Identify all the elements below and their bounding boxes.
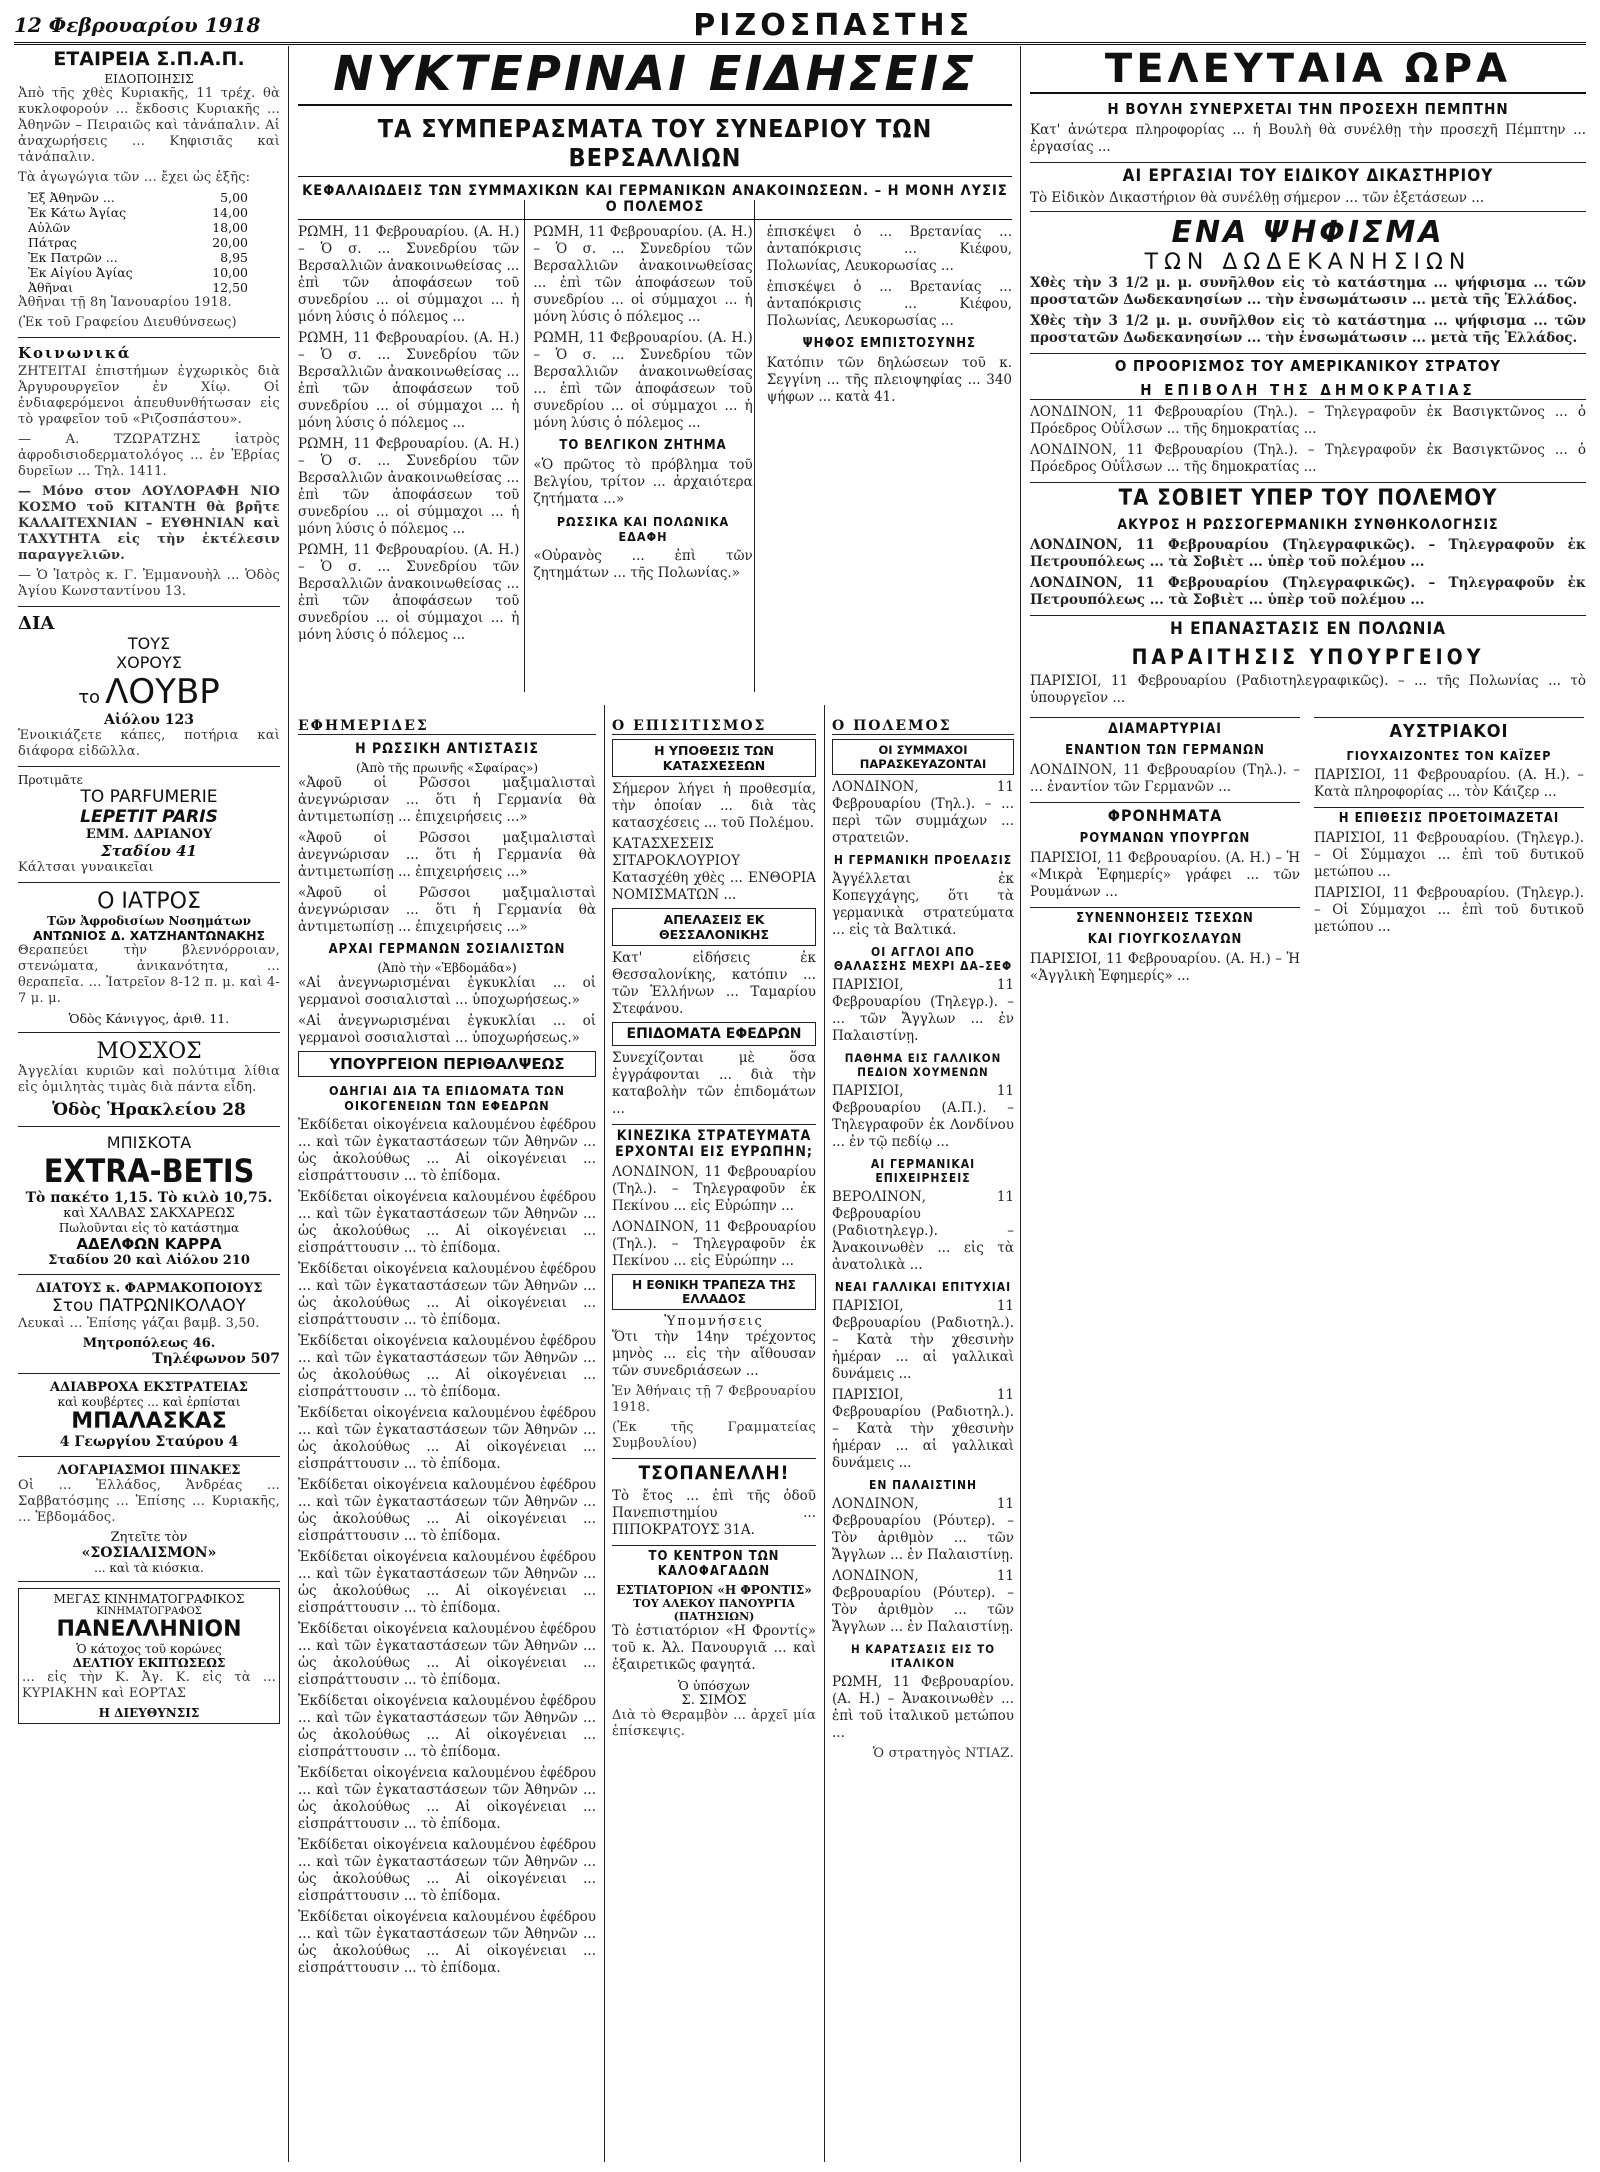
soviet-heading: ΤΑ ΣΟΒΙΕΤ ΥΠΕΡ ΤΟΥ ΠΟΛΕΜΟΥ — [1030, 482, 1586, 511]
seizures-body: ΚΑΤΑΣΧΕΣΕΙΣ ΣΙΤΑΡΟΚΛΟΥΡΙΟΥ Κατασχέθη χθὲς ... ΕΝΘΟΡΙΑ ΝΟΜΙΣΜΑΤΩΝ ... — [612, 836, 816, 903]
deportations-body: Κατ' εἰδήσεις ἐκ Θεσσαλονίκης, κατόπιν ... τῶν Ἑλλήνων ... Ταμαρίου Στεφάνου. — [612, 950, 816, 1017]
french-success-heading: ΝΕΑΙ ΓΑΛΛΙΚΑΙ ΕΠΙΤΥΧΙΑΙ — [834, 1280, 1012, 1294]
fare-price: 10,00 — [212, 265, 248, 280]
german-socialists-body: «Αἱ ἀνεγνωρισμέναι ἐγκυκλίαι ... οἱ γερμανοὶ σοσιαλισταὶ ... ὑποχωρήσεως.» — [298, 975, 596, 1008]
allies-prepare-heading: ΟΙ ΣΥΜΜΑΧΟΙ ΠΑΡΑΣΚΕΥΑΖΟΝΤΑΙ — [832, 739, 1014, 775]
russian-resistance-body: «Ἀφοῦ οἱ Ρῶσσοι μαξιμαλισταὶ ἀνεγνώρισαν ... ὅτι ἡ Γερμανία θὰ ἀντιμετωπίσῃ ... ἐπιχειρήσεις ...» — [298, 775, 596, 825]
national-bank-sign: (Ἐκ τῆς Γραμματείας Συμβουλίου) — [612, 1420, 816, 1451]
pharmacy-ad — [18, 1281, 280, 1367]
italian-front-body: ΡΩΜΗ, 11 Φεβρουαρίου. (Α. Η.) – Ἀνακοινωθὲν ... ἐπὶ τοῦ ἰταλικοῦ μετώπου ... — [832, 1674, 1014, 1741]
cinema-desc: ... εἰς τὴν Κ. Ἀγ. Κ. εἰς τὰ ... ΚΥΡΙΑΚΗΝ καὶ ΕΟΡΤΑΣ — [22, 1670, 276, 1701]
perfumery-line: ΤΟ PARFUMERIE — [80, 787, 218, 807]
chinese-troops-body: ΛΟΝΔΙΝΟΝ, 11 Φεβρουαρίου (Τηλ.). – Τηλεγραφοῦν ἐκ Πεκίνου ... εἰς Εὐρώπην ... — [612, 1219, 816, 1269]
attack-heading: Η ΕΠΙΘΕΣΙΣ ΠΡΟΕΤΟΙΜΑΖΕΤΑΙ — [1314, 807, 1584, 826]
versailles-lead: ΡΩΜΗ, 11 Φεβρουαρίου. (Α. Η.) – Ὁ σ. ... Συνεδρίου τῶν Βερσαλλιῶν ἀνακοινωθείσας ... ἐπὶ τῶν ἀποφάσεων τοῦ συνεδρίου ... οἱ σύμμαχοι ... ἡ μόνη λύσις ὁ πόλεμος ... — [298, 330, 520, 431]
divider — [18, 882, 280, 883]
column-rule — [604, 705, 605, 2162]
biscuits-seller: ΑΔΕΛΦΩΝ ΚΑΡΡΑ — [76, 1235, 222, 1253]
belgian-heading: ΤΟ ΒΕΛΓΙΚΟΝ ΖΗΤΗΜΑ — [559, 438, 727, 453]
american-army-sub: Η ΕΠΙΒΟΛΗ ΤΗΣ ΔΗΜΟΚΡΑΤΙΑΣ — [1030, 381, 1586, 400]
welfare-ministry-heading: ΥΠΟΥΡΓΕΙΟΝ ΠΕΡΙΘΑΛΨΕΩΣ — [298, 1051, 596, 1077]
raincoats-address: 4 Γεωργίου Σταύρου 4 — [59, 1434, 239, 1450]
biscuits-line: καὶ ΧΑΛΒΑΣ ΣΑΚΧΑΡΕΩΣ — [63, 1206, 235, 1221]
pharmacy-line: ΔΙΑΤΟΥΣ κ. ΦΑΡΜΑΚΟΠΟΙΟΥΣ — [35, 1281, 263, 1296]
chinese-troops-body: ΛΟΝΔΙΝΟΝ, 11 Φεβρουαρίου (Τηλ.). – Τηλεγραφοῦν ἐκ Πεκίνου ... εἰς Εὐρώπην ... — [612, 1164, 816, 1214]
parliament-heading: Η ΒΟΥΛΗ ΣΥΝΕΡΧΕΤΑΙ ΤΗΝ ΠΡΟΣΕΧΗ ΠΕΜΠΤΗΝ — [1107, 100, 1509, 118]
restaurant-footer: Διὰ τὸ Θεραμβὸν ... ἀρχεῖ μία ἐπίσκεψις. — [612, 1708, 816, 1739]
doctor-address: Ὁδὸς Κάνιγγος, ἀριθ. 11. — [68, 1011, 230, 1026]
perfumery-kicker: Προτιμᾶτε — [18, 773, 83, 787]
czech-sub: ΚΑΙ ΓΙΟΥΓΚΟΣΛΑΥΩΝ — [1087, 932, 1243, 947]
czech-body: ΠΑΡΙΣΙΟΙ, 11 Φεβρουαρίου. (Α. Η.) – Ἡ «Ἀγγλικὴ Ἐφημερίς» ... — [1030, 951, 1300, 984]
louvre-line: το — [78, 687, 101, 708]
seizures-heading: Η ΥΠΟΘΕΣΙΣ ΤΩΝ ΚΑΤΑΣΧΕΣΕΩΝ — [612, 739, 816, 777]
american-army-body: ΛΟΝΔΙΝΟΝ, 11 Φεβρουαρίου (Τηλ.). – Τηλεγραφοῦν ἐκ Βασιγκτῶνος ... ὁ Πρόεδρος Οὐΐλσων ... τῆς δημοκρατίας ... — [1030, 404, 1586, 437]
tsopanelli-body: Τὸ ἔτος ... ἐπὶ τῆς ὁδοῦ Πανεπιστημίου ... ΠΙΠΟΚΡΑΤΟΥΣ 31Α. — [612, 1488, 816, 1538]
divider — [18, 1581, 280, 1582]
versailles-lead: ΡΩΜΗ, 11 Φεβρουαρίου. (Α. Η.) – Ὁ σ. ... Συνεδρίου τῶν Βερσαλλιῶν ἀνακοινωθείσας ... ἐπὶ τῶν ἀποφάσεων τοῦ συνεδρίου ... οἱ σύμμαχοι ... ἡ μόνη λύσις ὁ πόλεμος ... — [298, 224, 520, 325]
versailles-lead: ΡΩΜΗ, 11 Φεβρουαρίου. (Α. Η.) – Ὁ σ. ... Συνεδρίου τῶν Βερσαλλιῶν ἀνακοινωθείσας ... ἐπὶ τῶν ἀποφάσεων τοῦ συνεδρίου ... οἱ σύμμαχοι ... ἡ μόνη λύσις ὁ πόλεμος ... — [298, 436, 520, 537]
biscuits-line: Πωλοῦνται εἰς τὸ κατάστημα — [58, 1221, 240, 1235]
divider — [18, 1274, 280, 1275]
restaurant-heading: ΤΟ ΚΕΝΤΡΟΝ ΤΩΝ ΚΑΛΟΦΑΓΑΔΩΝ — [612, 1545, 816, 1579]
fare-price: 5,00 — [220, 190, 248, 205]
restaurant-body: Τὸ ἑστιατόριον «Η Φροντίς» τοῦ κ. Ἀλ. Πανουργιᾶ ... καὶ ἐξαιρετικῶς φαγητά. — [612, 1623, 816, 1673]
iatros-notice: — Ὁ Ἰατρὸς κ. Γ. Ἐμμανουὴλ ... Ὁδὸς Ἁγίου Κωνσταντίνου 13. — [18, 568, 280, 599]
reservist-benefits-heading: ΕΠΙΔΟΜΑΤΑ ΕΦΕΔΡΩΝ — [612, 1022, 816, 1046]
divider — [18, 1456, 280, 1457]
restaurant-sign: Ὁ ὑπόσχων — [678, 1678, 750, 1693]
fare-row — [28, 250, 248, 265]
cinema-sign: Η ΔΙΕΥΘΥΝΣΙΣ — [98, 1706, 200, 1720]
last-hour-subcol-a — [1030, 711, 1300, 989]
russian-resistance-body: «Ἀφοῦ οἱ Ρῶσσοι μαξιμαλισταὶ ἀνεγνώρισαν ... ὅτι ἡ Γερμανία θὰ ἀντιμετωπίσῃ ... ἐπιχειρήσεις ...» — [298, 830, 596, 880]
versailles-subhead: ΚΕΦΑΛΑΙΩΔΕΙΣ ΤΩΝ ΣΥΜΜΑΧΙΚΩΝ ΚΑΙ ΓΕΡΜΑΝΙΚΩΝ ΑΝΑΚΟΙΝΩΣΕΩΝ. – Η ΜΟΝΗ ΛΥΣΙΣ Ο ΠΟΛΕΜΟΣ — [298, 183, 1012, 220]
welfare-body: Ἐκδίδεται οἰκογένεια καλουμένου ἐφέδρου ... καὶ τῶν ἐγκαταστάσεων τῶν Ἀθηνῶν ... ὡς ἀκολούθως ... Αἱ οἰκογένειαι ... εἰσπράττουσιν ... τὸ ἐπίδομα. — [298, 1909, 596, 1976]
divider — [18, 1032, 280, 1033]
pharmacy-phone: Τηλέφωνον 507 — [152, 1351, 280, 1367]
romanian-heading: ΦΡΟΝΗΜΑΤΑ — [1030, 802, 1300, 825]
pharmacy-address: Μητροπόλεως 46. — [82, 1336, 216, 1351]
biscuits-ad — [18, 1133, 280, 1268]
attack-body: ΠΑΡΙΣΙΟΙ, 11 Φεβρουαρίου. (Τηλεγρ.). – Οἱ Σύμμαχοι ... ἐπὶ τοῦ δυτικοῦ μετώπου ... — [1314, 830, 1584, 880]
fare-row — [28, 235, 248, 250]
reservist-benefits-body: Συνεχίζονται μὲ ὅσα ἐγγράφονται ... διὰ τὴν καταβολὴν τῶν ἐπιδομάτων ... — [612, 1050, 816, 1117]
protests-body: ΛΟΝΔΙΝΟΝ, 11 Φεβρουαρίου (Τηλ.). – ... ἐναντίον τῶν Γερμανῶν ... — [1030, 762, 1300, 795]
last-hour-column — [1030, 46, 1586, 2162]
fare-route: Ἐκ Πατρῶν ... — [28, 250, 118, 265]
resolution-body: Χθὲς τὴν 3 1/2 μ. μ. συνῆλθον εἰς τὸ κατάστημα ... ψήφισμα ... τῶν προστατῶν Δωδεκανησίων ... τὴν ἐνσωμάτωσιν ... μετὰ τῆς Ἑλλάδος. — [1030, 275, 1586, 308]
perfumery-desc: Κάλτσαι γυναικεῖαι — [18, 860, 154, 875]
restaurant-signer: Σ. ΣΙΜΟΣ — [681, 1693, 747, 1708]
fare-row — [28, 220, 248, 235]
seizures-body: Σήμερον λήγει ἡ προθεσμία, τὴν ὁποίαν ... διὰ τὰς κατασχέσεις ... τοῦ Πολέμου. — [612, 781, 816, 831]
classifieds-column — [18, 46, 280, 2162]
fare-route: Πάτρας — [28, 235, 78, 250]
ledgers-ad — [18, 1463, 280, 1575]
russo-heading: ΡΩΣΣΙΚΑ ΚΑΙ ΠΟΛΩΝΙΚΑ ΕΔΑΦΗ — [556, 514, 730, 544]
war-column — [832, 712, 1014, 2162]
special-court-heading: ΑΙ ΕΡΓΑΣΙΑΙ ΤΟΥ ΕΙΔΙΚΟΥ ΔΙΚΑΣΤΗΡΙΟΥ — [1030, 162, 1586, 186]
fare-route: Ἐξ Ἀθηνῶν ... — [28, 190, 115, 205]
fares-intro: Τὰ ἀγωγώγια τῶν ... ἔχει ὡς ἑξῆς: — [18, 170, 251, 185]
fare-route: Ἀθῆναι — [28, 280, 73, 295]
lead-continued: ἐπισκέψει ὁ ... Βρετανίας ... ἀνταπόκρισις ... Κιέφου, Πολωνίας, Λευκορωσίας ... — [766, 279, 1012, 329]
raincoats-shop: ΜΠΑΛΑΣΚΑΣ — [71, 1409, 227, 1434]
poland-body: ΠΑΡΙΣΙΟΙ, 11 Φεβρουαρίου (Ραδιοτηλεγραφικῶς). – ... τῆς Πολωνίας ... τὸ ὑπουργεῖον ... — [1030, 673, 1586, 706]
fare-route: Αὐλῶν — [28, 220, 71, 235]
english-heading: ΟΙ ΑΓΓΛΟΙ ΑΠΟ ΘΑΛΑΣΣΗΣ ΜΕΧΡΙ ΔΑ–ΣΕΦ — [833, 945, 1013, 973]
palestine-heading: ΕΝ ΠΑΛΑΙΣΤΙΝΗ — [868, 1478, 978, 1492]
perfumery-ad — [18, 773, 280, 876]
notice-subtitle: ΕΙΔΟΠΟΙΗΣΙΣ — [104, 72, 194, 86]
biscuits-price: Τὸ πακέτο 1,15. Τὸ κιλὸ 10,75. — [25, 1190, 273, 1206]
resolution-body: Χθὲς τὴν 3 1/2 μ. μ. συνῆλθον εἰς τὸ κατάστημα ... ψήφισμα ... τῶν προστατῶν Δωδεκανησίων ... τὴν ἐνσωμάτωσιν ... μετὰ τῆς Ἑλλάδος. — [1030, 313, 1586, 346]
fare-route: Ἐκ Κάτω Ἀγίας — [28, 205, 127, 220]
german-socialists-heading: ΑΡΧΑΙ ΓΕΡΜΑΝΩΝ ΣΟΣΙΑΛΙΣΤΩΝ — [328, 942, 566, 957]
column-rule — [288, 46, 289, 2162]
fare-row — [28, 265, 248, 280]
romanian-sub: ΡΟΥΜΑΝΩΝ ΥΠΟΥΡΓΩΝ — [1079, 831, 1251, 846]
versailles-col-b — [533, 224, 752, 648]
biscuits-address: Σταδίου 20 καὶ Αἰόλου 210 — [48, 1253, 250, 1268]
national-bank-sub: Ὑπομνήσεις — [664, 1314, 764, 1329]
divider — [18, 1373, 280, 1374]
koinonika-title: Κοινωνικά — [18, 344, 132, 362]
soviet-body: ΛΟΝΔΙΝΟΝ, 11 Φεβρουαρίου (Τηλεγραφικῶς). – Τηλεγραφοῦν ἐκ Πετρουπόλεως ... τὰ Σοβιὲτ ... ὑπὲρ τοῦ πολέμου ... — [1030, 537, 1586, 570]
versailles-headline: ΤΑ ΣΥΜΠΕΡΑΣΜΑΤΑ ΤΟΥ ΣΥΝΕΔΡΙΟΥ ΤΩΝ ΒΕΡΣΑΛΛΙΩΝ — [298, 114, 1012, 177]
english-body: ΠΑΡΙΣΙΟΙ, 11 Φεβρουαρίου (Τηλεγρ.). – ... τῶν Ἄγγλων ... ἐν Παλαιστίνῃ. — [832, 977, 1014, 1044]
romanian-body: ΠΑΡΙΣΙΟΙ, 11 Φεβρουαρίου. (Α. Η.) – Ἡ «Μικρὰ Ἐφημερίς» γράφει ... τῶν Ρουμάνων ... — [1030, 850, 1300, 900]
poland-sub: ΠΑΡΑΙΤΗΣΙΣ ΥΠΟΥΡΓΕΙΟΥ — [1131, 645, 1485, 669]
fare-row — [28, 205, 248, 220]
pharmacy-name: Στου ΠΑΤΡΩΝΙΚΟΛΑΟΥ — [52, 1296, 246, 1316]
fare-row — [28, 280, 248, 295]
resolution-sub: ΤΩΝ ΔΩΔΕΚΑΝΗΣΙΩΝ — [1144, 250, 1472, 275]
last-hour-banner: ΤΕΛΕΥΤΑΙΑ ΩΡΑ — [1030, 46, 1586, 94]
cinema-line: ΔΕΛΤΙΟΥ ΕΚΠΤΩΣΕΩΣ — [72, 1656, 226, 1670]
german-operations-body: ΒΕΡΟΛΙΝΟΝ, 11 Φεβρουαρίου (Ραδιοτηλεγρ.). – Ἀνακοινωθὲν ... εἰς τὰ ἀνατολικὰ ... — [832, 1189, 1014, 1273]
german-advance-heading: Η ΓΕΡΜΑΝΙΚΗ ΠΡΟΕΛΑΣΙΣ — [833, 853, 1013, 867]
fare-price: 12,50 — [212, 280, 248, 295]
fare-row — [28, 190, 248, 205]
divider — [18, 606, 280, 607]
czech-heading: ΣΥΝΕΝΝΟΗΣΕΙΣ ΤΣΕΧΩΝ — [1030, 907, 1300, 926]
louvre-ad — [18, 613, 280, 760]
versailles-lead: ΡΩΜΗ, 11 Φεβρουαρίου. (Α. Η.) – Ὁ σ. ... Συνεδρίου τῶν Βερσαλλιῶν ἀνακοινωθείσας ... ἐπὶ τῶν ἀποφάσεων τοῦ συνεδρίου ... οἱ σύμμαχοι ... ἡ μόνη λύσις ὁ πόλεμος ... — [533, 330, 753, 431]
italian-front-sign: Ὁ στρατηγὸς ΝΤΙΑΖ. — [872, 1746, 1014, 1761]
raincoats-line: καὶ κουβέρτες ... καὶ ἐρπίσται — [57, 1395, 241, 1409]
welfare-body: Ἐκδίδεται οἰκογένεια καλουμένου ἐφέδρου ... καὶ τῶν ἐγκαταστάσεων τῶν Ἀθηνῶν ... ὡς ἀκολούθως ... Αἱ οἰκογένειαι ... εἰσπράττουσιν ... τὸ ἐπίδομα. — [298, 1405, 596, 1472]
french-success-body: ΠΑΡΙΣΙΟΙ, 11 Φεβρουαρίου (Ραδιοτηλ.). – Κατὰ τὴν χθεσινὴν ἡμέραν ... αἱ γαλλικαὶ δυνάμεις ... — [832, 1387, 1014, 1471]
austrians-heading: ΑΥΣΤΡΙΑΚΟΙ — [1314, 717, 1584, 742]
russo-body: «Οὐρανὸς ... ἐπὶ τῶν ζητημάτων ... τῆς Πολωνίας.» — [533, 548, 753, 581]
notice-sign: (Ἐκ τοῦ Γραφείου Διευθύνσεως) — [18, 315, 237, 330]
biscuits-kicker: ΜΠΙΣΚΟΤΑ — [106, 1133, 192, 1152]
louvre-kicker: ΔΙΑ — [18, 613, 55, 634]
french-field-heading: ΠΑΘΗΜΑ ΕΙΣ ΓΑΛΛΙΚΟΝ ΠΕΔΙΟΝ ΧΟΥΜΕΝΩΝ — [844, 1051, 1002, 1079]
national-bank-date: Ἐν Ἀθήναις τῇ 7 Φεβρουαρίου 1918. — [612, 1384, 816, 1415]
masthead-title: ΡΙΖΟΣΠΑΣΤΗΣ — [693, 7, 974, 43]
doctor-ad — [18, 889, 280, 1026]
versailles-lead: ΡΩΜΗ, 11 Φεβρουαρίου. (Α. Η.) – Ὁ σ. ... Συνεδρίου τῶν Βερσαλλιῶν ἀνακοινωθείσας ... ἐπὶ τῶν ἀποφάσεων τοῦ συνεδρίου ... οἱ σύμμαχοι ... ἡ μόνη λύσις ὁ πόλεμος ... — [533, 224, 753, 325]
moschos-ad — [18, 1039, 280, 1120]
welfare-body: Ἐκδίδεται οἰκογένεια καλουμένου ἐφέδρου ... καὶ τῶν ἐγκαταστάσεων τῶν Ἀθηνῶν ... ὡς ἀκολούθως ... Αἱ οἰκογένειαι ... εἰσπράττουσιν ... τὸ ἐπίδομα. — [298, 1261, 596, 1328]
raincoats-ad — [18, 1380, 280, 1450]
welfare-body: Ἐκδίδεται οἰκογένεια καλουμένου ἐφέδρου ... καὶ τῶν ἐγκαταστάσεων τῶν Ἀθηνῶν ... ὡς ἀκολούθως ... Αἱ οἰκογένειαι ... εἰσπράττουσιν ... τὸ ἐπίδομα. — [298, 1549, 596, 1616]
koinonika-body: ΖΗΤΕΙΤΑΙ ἐπιστήμων ἐγχωρικὸς διὰ Ἀργυρουργεῖον ἐν Χίῳ. Οἱ ἐνδιαφερόμενοι ἀπευθυνθήτωσαν εἰς τὸ γραφεῖον τοῦ «Ριζοσπάστου». — [18, 364, 280, 427]
palestine-body: ΛΟΝΔΙΝΟΝ, 11 Φεβρουαρίου (Ρόυτερ). – Τὸν ἀριθμὸν ... τῶν Ἄγγλων ... ἐν Παλαιστίνῃ. — [832, 1568, 1014, 1635]
tsopanelli-heading: ΤΣΟΠΑΝΕΛΛΗ! — [612, 1458, 816, 1484]
section-tag: ΕΦΗΜΕΡΙΔΕΣ — [298, 718, 596, 735]
restaurant-sub2: ΤΟΥ ΑΛΕΚΟΥ ΠΑΝΟΥΡΓΙΑ (ΠΑΤΗΣΙΩΝ) — [633, 1597, 795, 1623]
divider — [18, 766, 280, 767]
louvre-line: ΤΟΥΣ — [127, 634, 171, 653]
german-advance-body: Ἀγγέλλεται ἐκ Κοπεγχάγης, ὅτι τὰ γερμανικὰ στρατεύματα ... εἰς τὰ Βαλτικά. — [832, 871, 1014, 938]
poland-heading: Η ΕΠΑΝΑΣΤΑΣΙΣ ΕΝ ΠΟΛΩΝΙΑ — [1030, 615, 1586, 639]
fare-price: 8,95 — [220, 250, 248, 265]
ledgers-paper: «ΣΟΣΙΑΛΙΣΜΟΝ» — [81, 1545, 217, 1561]
perfumery-brand: LEPETIT PARIS — [80, 807, 218, 827]
welfare-ministry-sub: ΟΔΗΓΙΑΙ ΔΙΑ ΤΑ ΕΠΙΔΟΜΑΤΑ ΤΩΝ ΟΙΚΟΓΕΝΕΙΩΝ ΤΩΝ ΕΦΕΔΡΩΝ — [329, 1083, 565, 1113]
masthead-date: 12 Φεβρουαρίου 1918 — [14, 13, 261, 37]
fare-price: 20,00 — [212, 235, 248, 250]
russian-resistance-heading: Η ΡΩΣΣΙΚΗ ΑΝΤΙΣΤΑΣΙΣ — [355, 741, 539, 757]
allies-prepare-body: ΛΟΝΔΙΝΟΝ, 11 Φεβρουαρίου (Τηλ.). – ... περὶ τῶν συμμάχων ... στρατειῶν. — [832, 779, 1014, 846]
section-tag: Ο ΠΟΛΕΜΟΣ — [832, 718, 1014, 735]
ledgers-title: ΛΟΓΑΡΙΑΣΜΟΙ ΠΙΝΑΚΕΣ — [57, 1463, 241, 1478]
austrians-body: ΠΑΡΙΣΙΟΙ, 11 Φεβρουαρίου. (Α. Η.). – Κατὰ πληροφορίας ... τὸν Κάιζερ ... — [1314, 767, 1584, 800]
welfare-body: Ἐκδίδεται οἰκογένεια καλουμένου ἐφέδρου ... καὶ τῶν ἐγκαταστάσεων τῶν Ἀθηνῶν ... ὡς ἀκολούθως ... Αἱ οἰκογένειαι ... εἰσπράττουσιν ... τὸ ἐπίδομα. — [298, 1189, 596, 1256]
soviet-sub: ΑΚΥΡΟΣ Η ΡΩΣΣΟΓΕΡΜΑΝΙΚΗ ΣΥΝΘΗΚΟΛΟΓΗΣΙΣ — [1117, 517, 1499, 533]
protests-sub: ΕΝΑΝΤΙΟΝ ΤΩΝ ΓΕΡΜΑΝΩΝ — [1065, 743, 1265, 758]
fare-route: Ἐκ Αἰγίου Ἀγίας — [28, 265, 133, 280]
raincoats-line: ΑΔΙΑΒΡΟΧΑ ΕΚΣΤΡΑΤΕΙΑΣ — [49, 1380, 248, 1395]
confidence-heading: ΨΗΦΟΣ ΕΜΠΙΣΤΟΣΥΝΗΣ — [802, 336, 977, 351]
german-socialists-source: (Ἀπὸ τὴν «Ἑβδομάδα») — [377, 961, 517, 975]
column-rule — [1020, 46, 1021, 2162]
french-field-body: ΠΑΡΙΣΙΟΙ, 11 Φεβρουαρίου (Α.Π.). – Τηλεγραφοῦν ἐκ Λονδίνου ... ἐν τῷ πεδίῳ ... — [832, 1083, 1014, 1150]
cinema-name: ΠΑΝΕΛΛΗΝΙΟΝ — [56, 1617, 242, 1642]
american-army-body: ΛΟΝΔΙΝΟΝ, 11 Φεβρουαρίου (Τηλ.). – Τηλεγραφοῦν ἐκ Βασιγκτῶνος ... ὁ Πρόεδρος Οὐΐλσων ... τῆς δημοκρατίας ... — [1030, 442, 1586, 475]
ledgers-desc: Οἱ ... Ἑλλάδος, Ἀνδρέας ... Σαββατόσμης ... Ἐπίσης ... Κυριακῆς, ... Ἑβδομάδος. — [18, 1478, 280, 1525]
pharmacy-desc: Λευκαὶ ... Ἐπίσης γάζαι βαμβ. 3,50. — [18, 1316, 260, 1331]
welfare-body: Ἐκδίδεται οἰκογένεια καλουμένου ἐφέδρου ... καὶ τῶν ἐγκαταστάσεων τῶν Ἀθηνῶν ... ὡς ἀκολούθως ... Αἱ οἰκογένειαι ... εἰσπράττουσιν ... τὸ ἐπίδομα. — [298, 1333, 596, 1400]
cinema-line: ΚΙΝΗΜΑΤΟΓΡΑΦΟΣ — [96, 1606, 202, 1617]
national-bank-heading: Η ΕΘΝΙΚΗ ΤΡΑΠΕΖΑ ΤΗΣ ΕΛΛΑΔΟΣ — [612, 1274, 816, 1310]
german-socialists-body: «Αἱ ἀνεγνωρισμέναι ἐγκυκλίαι ... οἱ γερμανοὶ σοσιαλισταὶ ... ὑποχωρήσεως.» — [298, 1013, 596, 1046]
doctor-sub: Τῶν Ἀφροδισίων Νοσημάτων — [47, 914, 251, 928]
special-court-body: Τὸ Εἰδικὸν Δικαστήριον θὰ συνέλθῃ σήμερον ... τῶν ἐξετάσεων ... — [1030, 190, 1485, 206]
restaurant-sub: ΕΣΤΙΑΤΟΡΙΟΝ «Η ΦΡΟΝΤΙΣ» — [616, 1583, 812, 1597]
notice-body: Ἀπὸ τῆς χθὲς Κυριακῆς, 11 τρέχ. θὰ κυκλοφορούν ... ἔκδοσις Κυριακῆς ... Ἀθηνῶν – Πειραιῶς καὶ τἀνάπαλιν. Αἱ ἀναχωρήσεις ... Κηφισιᾶς καὶ τἀνάπαλιν. — [18, 86, 280, 165]
cinema-line: Ὁ κάτοχος τοῦ κορώνες — [76, 1642, 222, 1656]
biscuits-brand: EXTRA-BETIS — [43, 1152, 255, 1190]
welfare-body: Ἐκδίδεται οἰκογένεια καλουμένου ἐφέδρου ... καὶ τῶν ἐγκαταστάσεων τῶν Ἀθηνῶν ... ὡς ἀκολούθως ... Αἱ οἰκογένειαι ... εἰσπράττουσιν ... τὸ ἐπίδομα. — [298, 1117, 596, 1184]
cinema-ad — [18, 1588, 280, 1724]
masthead — [14, 8, 1586, 45]
russian-resistance-body: «Ἀφοῦ οἱ Ρῶσσοι μαξιμαλισταὶ ἀνεγνώρισαν ... ὅτι ἡ Γερμανία θὰ ἀντιμετωπίσῃ ... ἐπιχειρήσεις ...» — [298, 885, 596, 935]
divider — [18, 337, 280, 338]
chinese-troops-heading: ΚΙΝΕΖΙΚΑ ΣΤΡΑΤΕΥΜΑΤΑ ΕΡΧΟΝΤΑΙ ΕΙΣ ΕΥΡΩΠΗΝ; — [612, 1124, 816, 1160]
notice-date: Ἀθῆναι τῇ 8η Ἰανουαρίου 1918. — [18, 295, 232, 310]
italian-front-heading: Η ΚΑΡΑΤΣΑΣΙΣ ΕΙΣ ΤΟ ΙΤΑΛΙΚΟΝ — [850, 1642, 996, 1670]
versailles-col-a — [298, 224, 519, 648]
louvre-desc: Ἐνοικιάζετε κάπες, ποτήρια καὶ διάφορα εἰδῶλλα. — [18, 728, 280, 759]
versailles-lead: ΡΩΜΗ, 11 Φεβρουαρίου. (Α. Η.) – Ὁ σ. ... Συνεδρίου τῶν Βερσαλλιῶν ἀνακοινωθείσας ... ἐπὶ τῶν ἀποφάσεων τοῦ συνεδρίου ... οἱ σύμμαχοι ... ἡ μόνη λύσις ὁ πόλεμος ... — [298, 542, 520, 643]
welfare-body: Ἐκδίδεται οἰκογένεια καλουμένου ἐφέδρου ... καὶ τῶν ἐγκαταστάσεων τῶν Ἀθηνῶν ... ὡς ἀκολούθως ... Αἱ οἰκογένειαι ... εἰσπράττουσιν ... τὸ ἐπίδομα. — [298, 1765, 596, 1832]
welfare-body: Ἐκδίδεται οἰκογένεια καλουμένου ἐφέδρου ... καὶ τῶν ἐγκαταστάσεων τῶν Ἀθηνῶν ... ὡς ἀκολούθως ... Αἱ οἰκογένειαι ... εἰσπράττουσιν ... τὸ ἐπίδομα. — [298, 1621, 596, 1688]
doctor-desc: Θεραπεύει τὴν βλεννόρροιαν, στενώματα, ἀνικανότητα, ... θεραπεῖα. ... Ἰατρεῖον 8-12 π. μ. καὶ 4-7 μ. μ. — [18, 943, 280, 1006]
protests-heading: ΔΙΑΜΑΡΤΥΡΙΑΙ — [1030, 717, 1300, 737]
doctor-name: ΑΝΤΩΝΙΟΣ Δ. ΧΑΤΖΗΑΝΤΩΝΑΚΗΣ — [32, 928, 266, 943]
night-news-section — [298, 46, 1012, 706]
louvre-line: ΧΟΡΟΥΣ — [116, 653, 182, 672]
national-bank-body: Ὅτι τὴν 14ην τρέχοντος μηνὸς ... εἰς τὴν αἴθουσαν τῶν συνεδριάσεων ... — [612, 1329, 816, 1379]
welfare-body: Ἐκδίδεται οἰκογένεια καλουμένου ἐφέδρου ... καὶ τῶν ἐγκαταστάσεων τῶν Ἀθηνῶν ... ὡς ἀκολούθως ... Αἱ οἰκογένειαι ... εἰσπράττουσιν ... τὸ ἐπίδομα. — [298, 1477, 596, 1544]
lead-continued: ἐπισκέψει ὁ ... Βρετανίας ... ἀνταπόκρισις ... Κιέφου, Πολωνίας, Λευκορωσίας ... — [766, 224, 1012, 274]
louvre-name: ΛΟΥΒΡ — [105, 672, 220, 712]
cinema-kicker: ΜΕΓΑΣ ΚΙΝΗΜΑΤΟΓΡΑΦΙΚΟΣ — [53, 1592, 245, 1606]
divider — [18, 1126, 280, 1127]
confidence-body: Κατόπιν τῶν δηλώσεων τοῦ κ. Σεγγίνη ... τῆς πλειοψηφίας ... 340 ψήφων ... κατὰ 41. — [766, 355, 1012, 405]
fare-price: 18,00 — [212, 220, 248, 235]
austrians-sub: ΓΙΟΥΧΑΙΖΟΝΤΕΣ ΤΟΝ ΚΑΪΖΕΡ — [1346, 748, 1552, 763]
french-success-body: ΠΑΡΙΣΙΟΙ, 11 Φεβρουαρίου (Ραδιοτηλ.). – Κατὰ τὴν χθεσινὴν ἡμέραν ... αἱ γαλλικαὶ δυνάμεις ... — [832, 1298, 1014, 1382]
last-hour-subcol-b — [1314, 711, 1584, 989]
newspapers-column — [298, 712, 596, 2162]
section-tag: Ο ΕΠΙΣΙΤΙΣΜΟΣ — [612, 718, 816, 735]
ledgers-closing: ... καὶ τὰ κιόσκια. — [94, 1561, 204, 1575]
perfumery-owner: ΕΜΜ. ΔΑΡΙΑΝΟΥ — [85, 827, 213, 842]
cosmos-notice: — Μόνο στον ΛΟΥΛΟΡΑΦΗ ΝΙΟ ΚΟΣΜΟ τοῦ ΚΙΤΑΝΤΗ θὰ βρῆτε ΚΑΛΑΙΤΕΧΝΙΑΝ – ΕΥΘΗΝΙΑΝ καὶ ΤΑΧΥΤΗΤΑ εἰς τὴν ἐκτέλεσιν παραγγελιῶν. — [18, 484, 280, 563]
moschos-address: Ὁδὸς Ἡρακλείου 28 — [52, 1100, 246, 1120]
notice-title: ΕΤΑΙΡΕΙΑ Σ.Π.Α.Π. — [53, 48, 245, 70]
resolution-heading: ΕΝΑ ΨΗΦΙΣΜΑ — [1030, 211, 1586, 250]
column-rule — [824, 705, 825, 2162]
doctor-title: Ο ΙΑΤΡΟΣ — [97, 889, 201, 914]
versailles-col-c — [767, 224, 1012, 648]
russian-resistance-source: (Ἀπὸ τῆς πρωινῆς «Σφαίρας») — [355, 761, 539, 775]
welfare-body: Ἐκδίδεται οἰκογένεια καλουμένου ἐφέδρου ... καὶ τῶν ἐγκαταστάσεων τῶν Ἀθηνῶν ... ὡς ἀκολούθως ... Αἱ οἰκογένειαι ... εἰσπράττουσιν ... τὸ ἐπίδομα. — [298, 1693, 596, 1760]
fares-table — [28, 190, 280, 295]
louvre-address: Αἰόλου 123 — [104, 712, 194, 728]
attack-body: ΠΑΡΙΣΙΟΙ, 11 Φεβρουαρίου. (Τηλεγρ.). – Οἱ Σύμμαχοι ... ἐπὶ τοῦ δυτικοῦ μετώπου ... — [1314, 885, 1584, 935]
perfumery-address: Σταδίου 41 — [100, 842, 197, 860]
parliament-body: Κατ' ἀνώτερα πληροφορίας ... ἡ Βουλὴ θὰ συνέλθῃ τὴν προσεχῆ Πέμπτην ... ἐργασίας ... — [1030, 122, 1586, 155]
ledgers-prompt: Ζητεῖτε τὸν — [110, 1530, 188, 1545]
deportations-heading: ΑΠΕΛΑΣΕΙΣ ΕΚ ΘΕΣΣΑΛΟΝΙΚΗΣ — [612, 908, 816, 946]
food-supply-column — [612, 712, 816, 2162]
doctor-notice: — Α. ΤΖΩΡΑΤΖΗΣ ἰατρὸς ἀφροδισιοδερματολόγος ... ἐν Ἐβρίας δυρεῖων ... Τηλ. 1411. — [18, 432, 280, 479]
moschos-desc: Ἀγγελίαι κυριῶν καὶ πολύτιμα λίθια εἰς ὁμιλητὰς τιμὰς διὰ πάντα εἶδη. — [18, 1064, 280, 1095]
soviet-body: ΛΟΝΔΙΝΟΝ, 11 Φεβρουαρίου (Τηλεγραφικῶς). – Τηλεγραφοῦν ἐκ Πετρουπόλεως ... τὰ Σοβιὲτ ... ὑπὲρ τοῦ πολέμου ... — [1030, 575, 1586, 608]
palestine-body: ΛΟΝΔΙΝΟΝ, 11 Φεβρουαρίου (Ρόυτερ). – Τὸν ἀριθμὸν ... τῶν Ἄγγλων ... ἐν Παλαιστίνῃ. — [832, 1496, 1014, 1563]
german-operations-heading: ΑΙ ΓΕΡΜΑΝΙΚΑΙ ΕΠΙΧΕΙΡΗΣΕΙΣ — [870, 1157, 976, 1185]
moschos-title: ΜΟΣΧΟΣ — [96, 1039, 202, 1064]
american-army-heading: Ο ΠΡΟΟΡΙΣΜΟΣ ΤΟΥ ΑΜΕΡΙΚΑΝΙΚΟΥ ΣΤΡΑΤΟΥ — [1030, 353, 1586, 375]
belgian-body: «Ὁ πρῶτος τὸ πρόβλημα τοῦ Βελγίου, τρίτον ... ἀρχαιότερα ζητήματα ...» — [533, 457, 753, 507]
welfare-body: Ἐκδίδεται οἰκογένεια καλουμένου ἐφέδρου ... καὶ τῶν ἐγκαταστάσεων τῶν Ἀθηνῶν ... ὡς ἀκολούθως ... Αἱ οἰκογένειαι ... εἰσπράττουσιν ... τὸ ἐπίδομα. — [298, 1837, 596, 1904]
fare-price: 14,00 — [212, 205, 248, 220]
night-news-banner: ΝΥΚΤΕΡΙΝΑΙ ΕΙΔΗΣΕΙΣ — [298, 46, 1012, 106]
